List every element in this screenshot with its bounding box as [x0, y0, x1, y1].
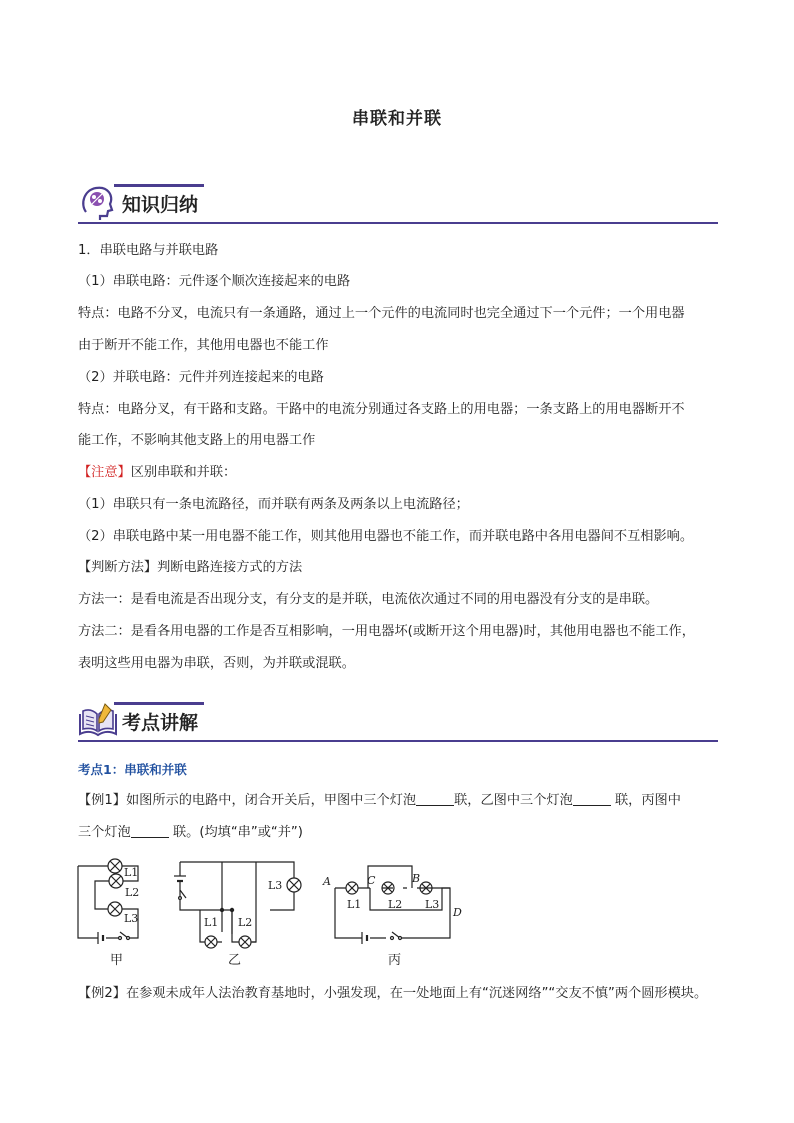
label-jia-l1: L1 — [124, 866, 139, 879]
example1-line1 — [78, 791, 718, 811]
lamp-icon — [109, 874, 123, 888]
caption-jia: 甲 — [110, 953, 124, 968]
paragraph: 特点：电路分叉，有干路和支路。干路中的电流分别通过各支路上的用电器；一条支路上的用电器断开不 — [78, 402, 685, 417]
example1-tag: 【例1】 — [78, 793, 126, 808]
paragraph: 由于断开不能工作，其他用电器也不能工作 — [78, 338, 329, 353]
section-header-knowledge — [78, 182, 718, 226]
point-c: C — [367, 874, 376, 887]
paragraph: （2）串联电路中某一用电器不能工作，则其他用电器也不能工作，而并联电路中各用电器间不互相影响。 — [78, 529, 694, 544]
label-bing-l2: L2 — [388, 898, 403, 911]
example2-text: 在参观未成年人法治教育基地时，小强发现，在一处地面上有“沉迷网络”“交友不慎”两个圆形模块。 — [125, 986, 708, 1001]
lamp-icon — [287, 878, 301, 892]
section-rule — [78, 740, 718, 742]
example2-line — [78, 984, 718, 1004]
label-yi-l3: L3 — [268, 879, 283, 892]
section-title-kaodian: 考点讲解 — [122, 712, 199, 734]
point-d: D — [453, 906, 462, 919]
paragraph: 特点：电路不分叉，电流只有一条通路，通过上一个元件的电流同时也完全通过下一个元件；一个用电器 — [78, 306, 685, 321]
caption-bing: 丙 — [388, 953, 402, 968]
note-tag: 【注意】 — [78, 465, 131, 480]
paragraph: 表明这些用电器为串联，否则，为并联或混联。 — [78, 656, 355, 671]
lamp-icon — [205, 936, 217, 948]
example1-text-c: 联，丙图中 — [614, 793, 681, 808]
paragraph: （1）串联电路：元件逐个顺次连接起来的电路 — [78, 274, 351, 289]
paragraph: 方法一：是看电流是否出现分支，有分支的是并联，电流依次通过不同的用电器没有分支的是串联。 — [78, 592, 659, 607]
point-a: A — [323, 875, 331, 888]
method-text: 判断电路连接方式的方法 — [157, 560, 303, 575]
method-paragraph — [78, 558, 718, 578]
page-title: 串联和并联 — [352, 109, 442, 129]
paragraph: 1．串联电路与并联电路 — [78, 243, 219, 258]
lamp-icon — [108, 902, 122, 916]
answer-blank-1[interactable] — [416, 791, 454, 806]
label-jia-l3: L3 — [124, 912, 139, 925]
answer-blank-2[interactable] — [573, 791, 611, 806]
kaodian-text: 串联和并联 — [124, 762, 187, 777]
method-tag: 【判断方法】 — [78, 560, 158, 575]
note-paragraph — [78, 463, 718, 483]
paragraph: 能工作，不影响其他支路上的用电器工作 — [78, 433, 316, 448]
lamp-icon — [108, 859, 122, 873]
paragraph: （1）串联只有一条电流路径，而并联有两条及两条以上电流路径； — [78, 497, 469, 512]
label-yi-l2: L2 — [238, 916, 253, 929]
example1-line2 — [78, 823, 718, 843]
section-title-knowledge: 知识归纳 — [122, 194, 199, 216]
section-header-kaodian — [78, 700, 718, 744]
paragraph: （2）并联电路：元件并列连接起来的电路 — [78, 370, 324, 385]
example1-text-e: 联。(均填“串”或“并”) — [172, 825, 303, 840]
lamp-icon — [346, 882, 358, 894]
example2-tag: 【例2】 — [78, 986, 126, 1001]
kaodian-tag: 考点1： — [78, 762, 125, 777]
circuit-figures — [70, 852, 470, 972]
label-bing-l1: L1 — [347, 898, 362, 911]
kaodian-line — [78, 760, 718, 780]
answer-blank-3[interactable] — [131, 823, 169, 838]
open-book-icon — [78, 700, 118, 740]
header-topline — [114, 702, 204, 705]
example1-text-b: 联，乙图中三个灯泡 — [454, 793, 573, 808]
caption-yi: 乙 — [228, 953, 242, 968]
point-b: B — [412, 872, 421, 885]
header-topline — [114, 184, 204, 187]
example1-text-d: 三个灯泡 — [78, 825, 131, 840]
note-text: 区别串联和并联： — [130, 465, 237, 480]
circuit-yi — [174, 862, 301, 948]
label-bing-l3: L3 — [425, 898, 440, 911]
section-rule — [78, 222, 718, 224]
label-yi-l1: L1 — [204, 916, 219, 929]
paragraph: 方法二：是看各用电器的工作是否互相影响，一用电器坏(或断开这个用电器)时，其他用电器也不能工作， — [78, 624, 695, 639]
brain-head-icon — [78, 182, 118, 222]
example1-text-a: 如图所示的电路中，闭合开关后，甲图中三个灯泡 — [125, 793, 417, 808]
lamp-icon — [239, 936, 251, 948]
label-jia-l2: L2 — [125, 886, 140, 899]
